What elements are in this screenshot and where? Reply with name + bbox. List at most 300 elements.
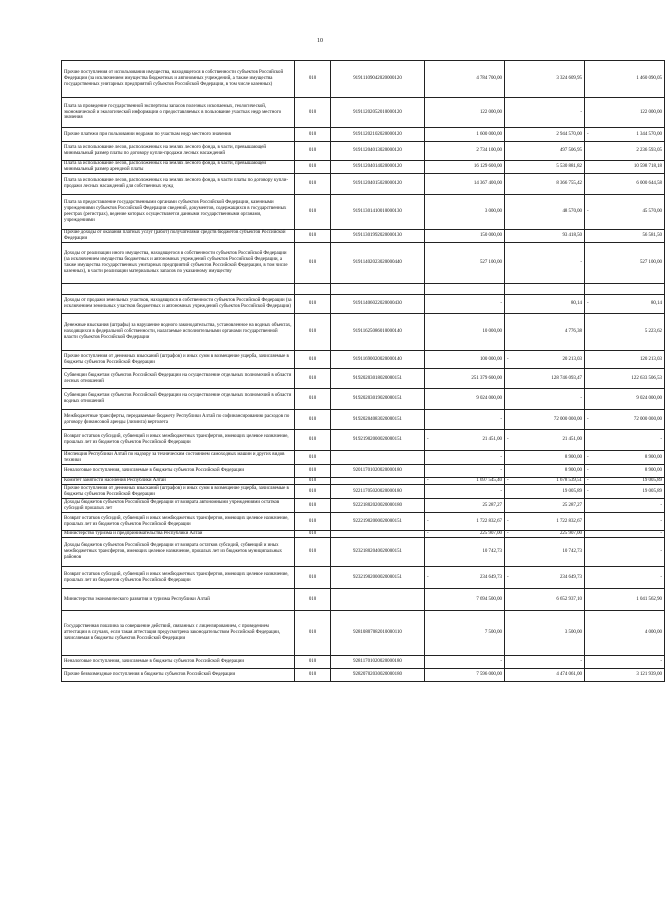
approved-amount-cell-text: 9 024 000,00 <box>476 396 502 402</box>
revenue-name-cell <box>62 531 295 538</box>
budget-class-code-cell <box>331 195 425 230</box>
revenue-name-cell <box>62 98 295 128</box>
table-row <box>62 295 665 314</box>
line-code-cell <box>295 128 331 142</box>
unexecuted-amount-cell <box>585 499 665 513</box>
page-number: 10 <box>317 38 323 44</box>
executed-amount-cell <box>505 351 585 369</box>
budget-class-code-cell-text: 91911204013020000120 <box>353 148 402 154</box>
executed-amount-cell-text: 72 000 000,00 <box>553 416 582 422</box>
line-code-cell <box>295 295 331 314</box>
executed-amount-cell <box>505 128 585 142</box>
approved-amount-cell <box>425 369 505 389</box>
budget-class-code-cell <box>331 656 425 669</box>
executed-amount-cell-text: 2 944 570,00 <box>556 131 582 137</box>
unexecuted-amount-cell-text: - <box>660 502 662 508</box>
minus-sign: - <box>587 468 589 474</box>
revenue-name-cell-text: Доходы бюджетов субъектов Российской Федерации от возврата остатков субсидий, субвенций и иных межбюджетных трансфертов, имеющих целевое назначение, прошлых лет из бюджетов муниципальных районов <box>64 543 282 560</box>
revenue-name-cell-text: Неналоговые поступления, зачисляемые в бюджеты субъектов Российской Федерации <box>64 468 244 474</box>
approved-amount-cell-text: 1 722 832,67 <box>476 518 502 524</box>
line-code-cell <box>295 513 331 531</box>
unexecuted-amount-cell <box>585 369 665 389</box>
unexecuted-amount-cell <box>585 142 665 161</box>
approved-amount-cell-text: - <box>500 659 502 665</box>
executed-amount-cell <box>505 295 585 314</box>
revenue-name-cell-text: Министерство туризма и предпринимательства Республики Алтай <box>64 531 203 537</box>
unexecuted-amount-cell <box>585 161 665 174</box>
minus-sign: - <box>507 356 509 362</box>
budget-class-code-cell <box>331 351 425 369</box>
unexecuted-amount-cell <box>585 128 665 142</box>
table-row <box>62 499 665 513</box>
table-row <box>62 451 665 465</box>
revenue-name-cell <box>62 499 295 513</box>
revenue-name-cell <box>62 284 295 295</box>
executed-amount-cell-text: 93 418,50 <box>562 233 582 239</box>
line-code-cell <box>295 195 331 230</box>
approved-amount-cell-text: - <box>500 468 502 474</box>
revenue-name-cell-text: Плата за использование лесов, расположенных на землях лесного фонда, в части, превышающей минимальный размер платы по договору купли-продажи лесных насаждений <box>64 145 267 156</box>
budget-class-code-cell-text: 92221902000020000151 <box>353 518 402 524</box>
approved-amount-cell-text: 2 734 100,00 <box>476 148 502 154</box>
line-code-cell <box>295 531 331 538</box>
revenue-name-cell-text: Прочие поступления от денежных взысканий (штрафов) и иных сумм в возмещение ущерба, зачисляемые в бюджеты субъектов Российской Федерации <box>64 485 289 497</box>
executed-amount-cell <box>505 478 585 485</box>
unexecuted-amount-cell <box>585 669 665 682</box>
executed-amount-cell <box>505 538 585 567</box>
table-row <box>62 567 665 589</box>
unexecuted-amount-cell-text: 8 900,00 <box>644 468 662 474</box>
approved-amount-cell <box>425 485 505 499</box>
executed-amount-cell-text: 80,14 <box>570 301 582 307</box>
table-row <box>62 485 665 499</box>
line-code-cell <box>295 656 331 669</box>
approved-amount-cell <box>425 314 505 351</box>
line-code-cell-text: 010 <box>308 181 317 187</box>
executed-amount-cell-text: 225 907,00 <box>559 531 582 537</box>
minus-sign: - <box>507 574 509 580</box>
revenue-name-cell-text: Возврат остатков субсидий, субвенций и иных межбюджетных трансфертов, имеющих целевое назначение, прошлых лет из бюджетов субъектов Российской Федерации <box>64 571 289 583</box>
approved-amount-cell <box>425 389 505 410</box>
line-code-cell <box>295 314 331 351</box>
revenue-name-cell-text: Прочие поступления от денежных взысканий (штрафов) и иных сумм в возмещение ущерба, зачисляемые в бюджеты субъектов Российской Федерации <box>64 353 289 365</box>
executed-amount-cell-text: - <box>580 396 582 402</box>
unexecuted-amount-cell-text: - <box>660 659 662 665</box>
line-code-cell-text: 010 <box>308 630 317 636</box>
revenue-name-cell-text: Субвенции бюджетам субъектов Российской Федерации на осуществление отдельных полномочий в области водных отношений <box>64 393 292 404</box>
line-code-cell <box>295 389 331 410</box>
revenue-name-cell <box>62 669 295 682</box>
minus-sign: - <box>587 454 589 460</box>
budget-class-code-cell <box>331 538 425 567</box>
revenue-name-cell <box>62 369 295 389</box>
line-code-cell <box>295 567 331 589</box>
executed-amount-cell <box>505 243 585 284</box>
unexecuted-amount-cell <box>585 656 665 669</box>
unexecuted-amount-cell <box>585 314 665 351</box>
executed-amount-cell-text: 234 649,73 <box>559 574 582 580</box>
minus-sign: - <box>427 437 429 443</box>
line-code-cell <box>295 174 331 195</box>
budget-class-code-cell <box>331 284 425 295</box>
unexecuted-amount-cell <box>585 611 665 656</box>
approved-amount-cell-text: 100 000,00 <box>479 356 502 362</box>
table-row <box>62 531 665 538</box>
budget-class-code-cell <box>331 485 425 499</box>
unexecuted-amount-cell <box>585 478 665 485</box>
line-code-cell-text: 010 <box>308 109 317 115</box>
executed-amount-cell-text: 1 722 832,67 <box>556 518 582 524</box>
table-row <box>62 369 665 389</box>
line-code-cell <box>295 369 331 389</box>
table-row <box>62 284 665 295</box>
revenue-name-cell-text: Межбюджетные трансферты, передаваемые бюджету Республики Алтай по софинансированию расходов по договору финансовой аренды (лизинга) вертолета <box>64 413 290 425</box>
executed-amount-cell-text: - <box>580 109 582 115</box>
executed-amount-cell-text: 25 287,27 <box>562 502 582 508</box>
table-row <box>62 478 665 485</box>
budget-class-code-cell-text: 92011701020020000180 <box>353 468 402 474</box>
line-code-cell <box>295 485 331 499</box>
executed-amount-cell-text: 4 776,38 <box>564 329 582 335</box>
line-code-cell-text: 010 <box>308 148 317 154</box>
executed-amount-cell-text: 128 746 093,47 <box>551 375 582 381</box>
line-code-cell <box>295 499 331 513</box>
approved-amount-cell <box>425 451 505 465</box>
line-code-cell-text: 010 <box>308 416 317 422</box>
approved-amount-cell-text: 21 451,00 <box>482 437 502 443</box>
minus-sign: - <box>507 437 509 443</box>
budget-class-code-cell <box>331 465 425 478</box>
approved-amount-cell <box>425 567 505 589</box>
unexecuted-amount-cell-text: 527 100,00 <box>639 260 662 266</box>
budget-class-code-cell-text: 91920203019020000151 <box>353 396 402 402</box>
executed-amount-cell-text: - <box>580 659 582 665</box>
budget-class-code-cell <box>331 369 425 389</box>
revenue-table <box>61 60 665 682</box>
executed-amount-cell <box>505 142 585 161</box>
executed-amount-cell-text: 48 570,00 <box>562 209 582 215</box>
budget-class-code-cell <box>331 295 425 314</box>
table-row <box>62 656 665 669</box>
executed-amount-cell <box>505 61 585 98</box>
approved-amount-cell <box>425 195 505 230</box>
budget-class-code-cell <box>331 410 425 430</box>
line-code-cell <box>295 465 331 478</box>
executed-amount-cell-text: 1 678 539,51 <box>556 478 582 484</box>
budget-class-code-cell-text: 92811701020020000180 <box>353 659 402 665</box>
unexecuted-amount-cell-text: 5 223,62 <box>644 329 662 335</box>
approved-amount-cell-text: 3 000,00 <box>484 209 502 215</box>
revenue-name-cell <box>62 351 295 369</box>
line-code-cell <box>295 451 331 465</box>
budget-class-code-cell <box>331 314 425 351</box>
revenue-name-cell-text: Инспекция Республики Алтай по надзору за техническим состоянием самоходных машин и других видов техники <box>64 451 285 463</box>
budget-class-code-cell-text: 91920203018020000151 <box>353 375 402 381</box>
revenue-name-cell-text: Государственная пошлина за совершение действий, связанных с лицензированием, с проведением аттестации в случаях, если такая аттестация предусмотрена законодательством Российской Федерации, зачисляемая в бюджеты субъектов Российской Федерации <box>64 624 281 641</box>
approved-amount-cell <box>425 656 505 669</box>
unexecuted-amount-cell <box>585 567 665 589</box>
approved-amount-cell-text: 527 100,00 <box>479 260 502 266</box>
approved-amount-cell <box>425 538 505 567</box>
budget-class-code-cell <box>331 98 425 128</box>
revenue-name-cell <box>62 61 295 98</box>
executed-amount-cell <box>505 430 585 451</box>
revenue-name-cell-text: Прочие безвозмездные поступления в бюджеты субъектов Российской Федерации <box>64 672 236 678</box>
revenue-name-cell <box>62 513 295 531</box>
executed-amount-cell-text: 6 652 937,10 <box>556 596 582 602</box>
unexecuted-amount-cell <box>585 430 665 451</box>
table-row <box>62 465 665 478</box>
budget-class-code-cell-text: 92221802020020000180 <box>353 502 402 508</box>
line-code-cell-text: 010 <box>308 454 317 460</box>
approved-amount-cell <box>425 61 505 98</box>
executed-amount-cell-text: 497 506,95 <box>559 148 582 154</box>
line-code-cell-text: 010 <box>308 209 317 215</box>
table-row <box>62 61 665 98</box>
approved-amount-cell-text: 10 742,73 <box>482 549 502 555</box>
revenue-name-cell <box>62 161 295 174</box>
budget-class-code-cell <box>331 589 425 611</box>
budget-class-code-cell-text: 91911402023020000440 <box>353 260 402 266</box>
budget-class-code-cell-text: 91920204083020000151 <box>353 416 402 422</box>
approved-amount-cell-text: 122 000,00 <box>479 109 502 115</box>
line-code-cell-text: 010 <box>308 518 317 524</box>
minus-sign: - <box>427 478 429 484</box>
unexecuted-amount-cell-text: 80,14 <box>650 301 662 307</box>
approved-amount-cell-text: 234 649,73 <box>479 574 502 580</box>
unexecuted-amount-cell-text: - <box>660 549 662 555</box>
table-row <box>62 243 665 284</box>
budget-class-code-cell-text: 91911204015020000120 <box>353 181 402 187</box>
revenue-name-cell-text: Плата за проведение государственной экспертизы запасов полезных ископаемых, геологической, экономической и экологической информации о предоставляемых в пользование участках недр местного значения <box>64 103 282 121</box>
executed-amount-cell <box>505 451 585 465</box>
executed-amount-cell <box>505 98 585 128</box>
revenue-name-cell <box>62 295 295 314</box>
line-code-cell <box>295 410 331 430</box>
executed-amount-cell <box>505 161 585 174</box>
budget-class-code-cell <box>331 174 425 195</box>
budget-class-code-cell <box>331 531 425 538</box>
revenue-name-cell-text: Денежные взыскания (штрафы) за нарушение водного законодательства, установленное на водных объектах, находящихся в федеральной собственности, налагаемые исполнительными органами государственной власти субъектов Российской Федерации <box>64 323 292 340</box>
revenue-name-cell <box>62 485 295 499</box>
minus-sign: - <box>507 518 509 524</box>
table-row <box>62 174 665 195</box>
revenue-name-cell <box>62 589 295 611</box>
line-code-cell-text: 010 <box>308 672 317 678</box>
budget-class-code-cell <box>331 389 425 410</box>
line-code-cell-text: 010 <box>308 131 317 137</box>
revenue-name-cell-text: Плата за использование лесов, расположенных на землях лесного фонда, в части, превышающей минимальный размер арендной платы <box>64 161 267 172</box>
approved-amount-cell-text: - <box>500 488 502 494</box>
unexecuted-amount-cell <box>585 513 665 531</box>
table-row <box>62 430 665 451</box>
revenue-name-cell <box>62 230 295 243</box>
minus-sign: - <box>427 574 429 580</box>
budget-class-code-cell <box>331 161 425 174</box>
unexecuted-amount-cell-text: 8 900,00 <box>644 454 662 460</box>
executed-amount-cell <box>505 230 585 243</box>
revenue-name-cell <box>62 478 295 485</box>
approved-amount-cell <box>425 174 505 195</box>
revenue-name-cell <box>62 567 295 589</box>
unexecuted-amount-cell-text: 10 598 718,18 <box>633 164 662 170</box>
unexecuted-amount-cell-text: 72 000 000,00 <box>633 416 662 422</box>
budget-class-code-cell <box>331 451 425 465</box>
line-code-cell <box>295 61 331 98</box>
approved-amount-cell <box>425 430 505 451</box>
line-code-cell-text: 010 <box>308 375 317 381</box>
executed-amount-cell-text: 3 324 609,95 <box>556 76 582 82</box>
line-code-cell <box>295 669 331 682</box>
unexecuted-amount-cell <box>585 295 665 314</box>
executed-amount-cell <box>505 485 585 499</box>
line-code-cell-text: 010 <box>308 233 317 239</box>
approved-amount-cell-text: 14 367 400,00 <box>473 181 502 187</box>
unexecuted-amount-cell <box>585 389 665 410</box>
unexecuted-amount-cell-text: 45 570,00 <box>642 209 662 215</box>
line-code-cell <box>295 98 331 128</box>
revenue-name-cell-text: Прочие поступления от использования имущества, находящегося в собственности субъектов Российской Федерации (за исключением имущества бюджетных и автономных учреждений, а также имущества государственных унитарных предприятий субъектов Российской Федерации, в том числе казенных) <box>64 70 284 87</box>
approved-amount-cell-text: 10 000,00 <box>482 329 502 335</box>
revenue-name-cell <box>62 451 295 465</box>
line-code-cell-text: 010 <box>308 531 317 537</box>
approved-amount-cell-text: 225 907,00 <box>479 531 502 537</box>
line-code-cell <box>295 230 331 243</box>
line-code-cell <box>295 142 331 161</box>
budget-class-code-cell-text: 91911406022020000430 <box>353 301 402 307</box>
approved-amount-cell-text: 25 287,27 <box>482 502 502 508</box>
revenue-name-cell-text: Плата за использование лесов, расположенных на землях лесного фонда, в части платы по договору купли-продажи лесных насаждений для собственных нужд <box>64 178 288 189</box>
executed-amount-cell-text: 10 742,73 <box>562 549 582 555</box>
approved-amount-cell-text: 7 694 500,00 <box>476 596 502 602</box>
minus-sign: - <box>427 518 429 524</box>
unexecuted-amount-cell <box>585 284 665 295</box>
table-row <box>62 611 665 656</box>
approved-amount-cell <box>425 589 505 611</box>
executed-amount-cell <box>505 611 585 656</box>
budget-class-code-cell-text: 91911204014020000120 <box>353 164 402 170</box>
executed-amount-cell-text: 8 900,00 <box>564 454 582 460</box>
executed-amount-cell <box>505 284 585 295</box>
approved-amount-cell <box>425 669 505 682</box>
table-row <box>62 314 665 351</box>
table-row <box>62 351 665 369</box>
line-code-cell <box>295 161 331 174</box>
line-code-cell-text: 010 <box>308 659 317 665</box>
approved-amount-cell <box>425 243 505 284</box>
budget-class-code-cell <box>331 513 425 531</box>
unexecuted-amount-cell <box>585 98 665 128</box>
approved-amount-cell-text: 16 129 600,00 <box>473 164 502 170</box>
budget-class-code-cell <box>331 243 425 284</box>
line-code-cell <box>295 284 331 295</box>
minus-sign: - <box>507 478 509 484</box>
approved-amount-cell <box>425 499 505 513</box>
minus-sign: - <box>587 488 589 494</box>
unexecuted-amount-cell-text: - <box>660 518 662 524</box>
revenue-name-cell <box>62 174 295 195</box>
executed-amount-cell <box>505 531 585 538</box>
executed-amount-cell-text: 3 500,00 <box>564 630 582 636</box>
approved-amount-cell-text: - <box>500 454 502 460</box>
line-code-cell-text: 010 <box>308 488 317 494</box>
revenue-name-cell <box>62 538 295 567</box>
budget-class-code-cell <box>331 499 425 513</box>
unexecuted-amount-cell-text: 1 460 090,05 <box>636 76 662 82</box>
approved-amount-cell-text: - <box>500 416 502 422</box>
unexecuted-amount-cell <box>585 243 665 284</box>
unexecuted-amount-cell <box>585 410 665 430</box>
revenue-name-cell-text: Возврат остатков субсидий, субвенций и иных межбюджетных трансфертов, имеющих целевое назначение, прошлых лет из бюджетов субъектов Российской Федерации <box>64 515 289 527</box>
budget-class-code-cell <box>331 611 425 656</box>
unexecuted-amount-cell-text: 122 633 506,53 <box>631 375 662 381</box>
budget-class-code-cell-text: 91911109042020000120 <box>353 76 402 82</box>
table-row <box>62 389 665 410</box>
budget-class-code-cell <box>331 128 425 142</box>
table-row <box>62 538 665 567</box>
approved-amount-cell <box>425 465 505 478</box>
minus-sign: - <box>427 531 429 537</box>
approved-amount-cell-text: 7 500,00 <box>484 630 502 636</box>
unexecuted-amount-cell-text: 122 000,00 <box>639 109 662 115</box>
line-code-cell <box>295 589 331 611</box>
unexecuted-amount-cell-text: 3 121 939,00 <box>636 672 662 678</box>
table-row <box>62 589 665 611</box>
approved-amount-cell <box>425 284 505 295</box>
unexecuted-amount-cell <box>585 465 665 478</box>
table-row <box>62 195 665 230</box>
unexecuted-amount-cell-text: 19 005,89 <box>642 478 662 484</box>
table-row <box>62 142 665 161</box>
unexecuted-amount-cell-text: 2 236 593,05 <box>636 148 662 154</box>
budget-class-code-cell-text: 91911202102020000120 <box>353 131 402 137</box>
unexecuted-amount-cell-text: - <box>660 437 662 443</box>
approved-amount-cell <box>425 531 505 538</box>
revenue-name-cell <box>62 389 295 410</box>
approved-amount-cell <box>425 230 505 243</box>
revenue-name-cell-text: Доходы от реализации иного имущества, находящегося в собственности субъектов Российской Федерации (за исключением имущества бюджетных и автономных учреждений субъектов Российской Федерации, а также имущества государственных унитарных предприятий субъектов Российской Федерации, в том числе казенных), в части реализации материальных запасов по указанному имуществу <box>64 251 288 274</box>
budget-class-code-cell <box>331 669 425 682</box>
revenue-name-cell <box>62 314 295 351</box>
budget-class-code-cell <box>331 230 425 243</box>
line-code-cell-text: 010 <box>308 574 317 580</box>
executed-amount-cell-text: 20 213,03 <box>562 356 582 362</box>
approved-amount-cell <box>425 513 505 531</box>
unexecuted-amount-cell-text: 4 000,00 <box>644 630 662 636</box>
approved-amount-cell <box>425 611 505 656</box>
revenue-name-cell-text: Неналоговые поступления, зачисляемые в бюджеты субъектов Российской Федерации <box>64 659 244 665</box>
revenue-name-cell <box>62 128 295 142</box>
budget-class-code-cell-text: 91911301992020000130 <box>353 233 402 239</box>
unexecuted-amount-cell <box>585 531 665 538</box>
approved-amount-cell <box>425 128 505 142</box>
revenue-name-cell-text: Прочие платежи при пользовании недрами по участкам недр местного значения <box>64 131 231 137</box>
line-code-cell-text: 010 <box>308 164 317 170</box>
line-code-cell-text: 010 <box>308 396 317 402</box>
line-code-cell-text: 010 <box>308 468 317 474</box>
line-code-cell <box>295 478 331 485</box>
revenue-name-cell-text: Комитет занятости населения Республики Алтай <box>64 478 166 484</box>
executed-amount-cell <box>505 389 585 410</box>
line-code-cell <box>295 538 331 567</box>
unexecuted-amount-cell <box>585 195 665 230</box>
executed-amount-cell <box>505 499 585 513</box>
line-code-cell-text: 010 <box>308 329 317 335</box>
line-code-cell <box>295 430 331 451</box>
revenue-name-cell <box>62 410 295 430</box>
executed-amount-cell-text: 8 900,00 <box>564 468 582 474</box>
unexecuted-amount-cell-text: 19 005,89 <box>642 488 662 494</box>
